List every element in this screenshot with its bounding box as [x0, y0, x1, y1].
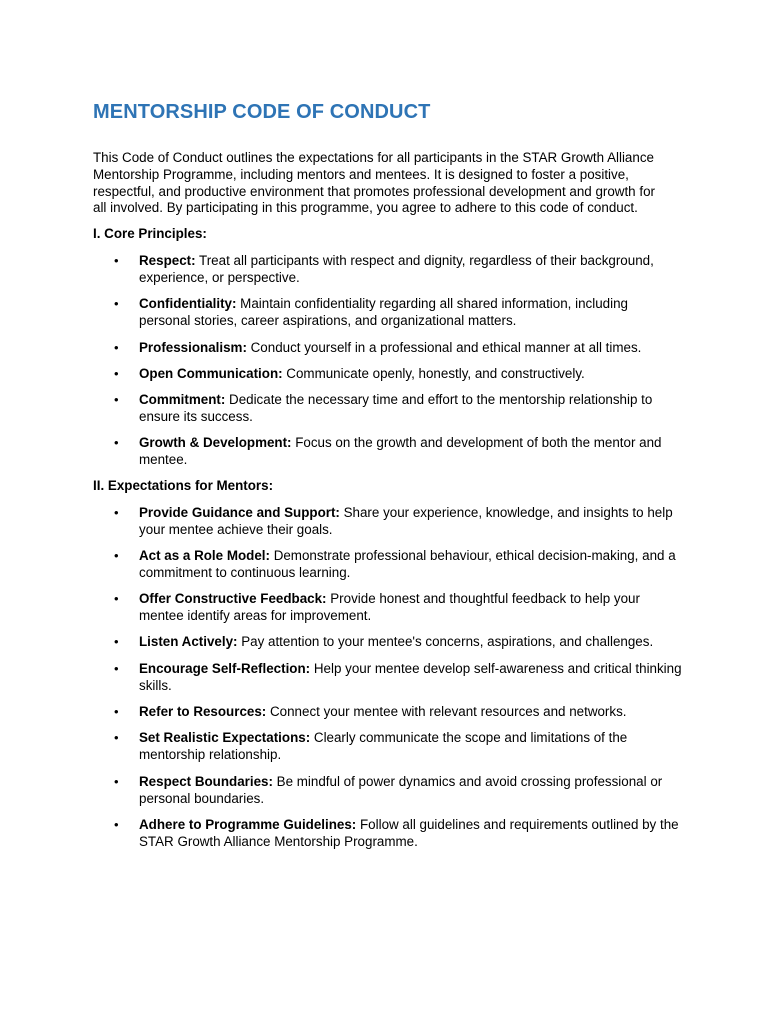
section-heading: I. Core Principles: — [93, 226, 207, 242]
list-item — [93, 365, 683, 382]
bullet-icon: • — [114, 435, 119, 451]
bullet-icon: • — [114, 816, 119, 832]
item-term: Commitment: — [139, 392, 226, 408]
item-text: Dedicate the necessary time and effort to the mentorship relationship to ensure its success. — [139, 392, 653, 425]
bullet-icon: • — [114, 660, 119, 676]
item-text: Provide honest and thoughtful feedback to help your mentee identify areas for improvement. — [139, 591, 640, 624]
document-page — [93, 98, 683, 859]
item-term: Act as a Role Model: — [139, 547, 270, 563]
item-term: Set Realistic Expectations: — [139, 730, 311, 746]
bullet-icon: • — [114, 339, 119, 355]
list-item — [93, 391, 683, 425]
intro-paragraph: This Code of Conduct outlines the expectations for all participants in the STAR Growth Alliance Mentorship Programme, including mentors and mentees. It is designed to foster a positive, respectful, and productive environment that promotes professional development and growth for all involved. By participating in this programme, you agree to adhere to this code of conduct. — [93, 150, 655, 216]
item-term: Open Communication: — [139, 365, 283, 381]
bullet-icon: • — [114, 252, 119, 268]
bullet-list — [93, 504, 683, 850]
bullet-icon: • — [114, 547, 119, 563]
bullet-icon: • — [114, 704, 119, 720]
item-text: Maintain confidentiality regarding all shared information, including personal stories, career aspirations, and organizational matters. — [139, 296, 628, 329]
document-title: MENTORSHIP CODE OF CONDUCT — [93, 101, 431, 123]
bullet-icon: • — [114, 773, 119, 789]
item-term: Professionalism: — [139, 339, 247, 355]
item-text: Pay attention to your mentee's concerns, aspirations, and challenges. — [237, 634, 654, 650]
list-item — [93, 504, 683, 538]
section-heading: II. Expectations for Mentors: — [93, 477, 274, 493]
item-text: Focus on the growth and development of both the mentor and mentee. — [139, 435, 662, 468]
list-item — [93, 590, 683, 624]
item-text: Conduct yourself in a professional and ethical manner at all times. — [246, 339, 642, 355]
item-term: Listen Actively: — [139, 634, 238, 650]
item-text: Help your mentee develop self-awareness and critical thinking skills. — [139, 660, 682, 693]
item-term: Confidentiality: — [139, 296, 237, 312]
item-text: Be mindful of power dynamics and avoid crossing professional or personal boundaries. — [139, 773, 663, 806]
bullet-list — [93, 252, 683, 468]
list-item — [93, 339, 683, 356]
item-term: Adhere to Programme Guidelines: — [139, 816, 357, 832]
item-term: Provide Guidance and Support: — [139, 504, 340, 520]
item-text: Communicate openly, honestly, and constructively. — [282, 365, 585, 381]
bullet-icon: • — [114, 504, 119, 520]
item-term: Refer to Resources: — [139, 704, 267, 720]
item-term: Respect: — [139, 252, 196, 268]
bullet-icon: • — [114, 392, 119, 408]
list-item — [93, 816, 683, 850]
list-item — [93, 660, 683, 694]
list-item — [93, 295, 683, 329]
list-item — [93, 547, 683, 581]
bullet-icon: • — [114, 730, 119, 746]
section-mentor-expectations — [93, 478, 683, 850]
item-text: Demonstrate professional behaviour, ethical decision-making, and a commitment to continuous learning. — [139, 547, 676, 580]
list-item — [93, 729, 683, 763]
item-term: Offer Constructive Feedback: — [139, 591, 327, 607]
list-item — [93, 633, 683, 650]
bullet-icon: • — [114, 591, 119, 607]
bullet-icon: • — [114, 296, 119, 312]
item-term: Respect Boundaries: — [139, 773, 273, 789]
item-text: Treat all participants with respect and dignity, regardless of their background, experience, or perspective. — [139, 252, 654, 285]
item-text: Connect your mentee with relevant resources and networks. — [266, 704, 627, 720]
list-item — [93, 434, 683, 468]
list-item — [93, 773, 683, 807]
item-text: Clearly communicate the scope and limitations of the mentorship relationship. — [139, 730, 628, 763]
item-text: Follow all guidelines and requirements outlined by the STAR Growth Alliance Mentorship Programme. — [139, 816, 679, 849]
item-text: Share your experience, knowledge, and insights to help your mentee achieve their goals. — [139, 504, 673, 537]
section-core-principles — [93, 226, 683, 468]
item-term: Encourage Self-Reflection: — [139, 660, 311, 676]
item-term: Growth & Development: — [139, 435, 292, 451]
list-item — [93, 252, 683, 286]
bullet-icon: • — [114, 634, 119, 650]
bullet-icon: • — [114, 365, 119, 381]
list-item — [93, 703, 683, 720]
